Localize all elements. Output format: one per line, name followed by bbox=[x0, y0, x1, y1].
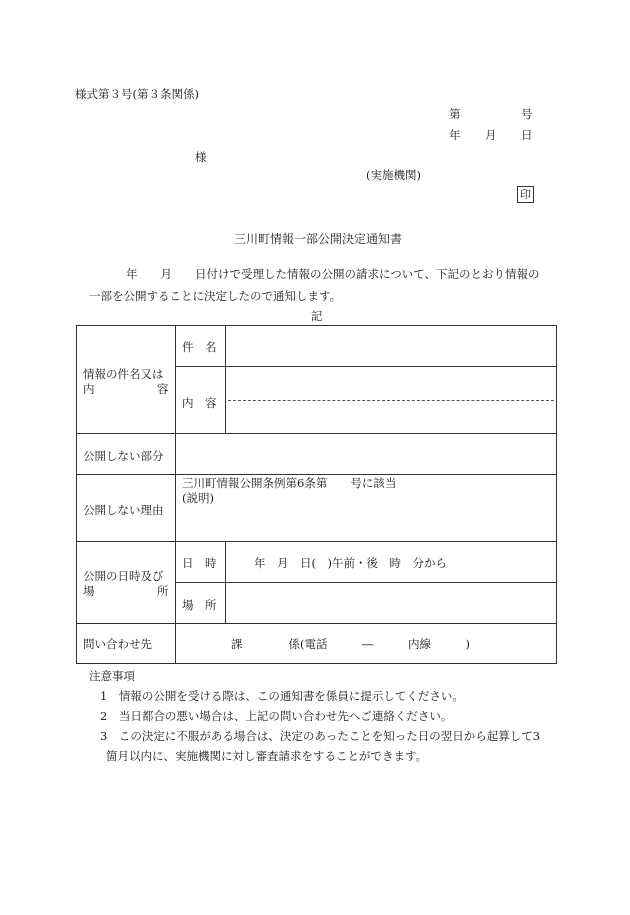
datetime-label-line-2b: 所 bbox=[157, 584, 169, 598]
body-line-1: 年 月 日付けで受理した情報の公開の請求について、下記のとおり情報の bbox=[126, 267, 540, 281]
table-column-divider bbox=[225, 325, 226, 434]
note-item-1: 1 情報の公開を受ける際は、この通知書を係員に提示してください。 bbox=[100, 689, 464, 703]
info-label-line-2b: 容 bbox=[157, 382, 169, 396]
datetime-label-line-2a: 場 bbox=[83, 584, 95, 598]
contact-label: 問い合わせ先 bbox=[83, 637, 152, 651]
content-label: 内 容 bbox=[182, 396, 217, 410]
reason-explanation: (説明) bbox=[182, 491, 214, 505]
document-title: 三川町情報一部公開決定通知書 bbox=[234, 232, 403, 246]
datetime-sub-label: 日 時 bbox=[182, 556, 217, 570]
place-sub-label: 場 所 bbox=[182, 598, 217, 612]
notes-heading: 注意事項 bbox=[89, 669, 135, 683]
datetime-label-line-1: 公開の日時及び bbox=[83, 569, 164, 583]
table-rule bbox=[76, 541, 557, 542]
table-rule bbox=[175, 366, 557, 367]
table-border-left bbox=[76, 325, 77, 664]
table-rule bbox=[76, 623, 557, 624]
nondisclosed-part-label: 公開しない部分 bbox=[83, 449, 164, 463]
date-year: 年 bbox=[449, 128, 461, 142]
table-column-divider bbox=[225, 541, 226, 624]
issuer-label: (実施機関) bbox=[366, 168, 421, 182]
note-item-3: 3 この決定に不服がある場合は、決定のあったことを知った日の翌日から起算して3 bbox=[100, 729, 541, 743]
table-border-bottom bbox=[76, 663, 557, 664]
table-rule bbox=[175, 582, 557, 583]
datetime-value: 年 月 日( )午前・後 時 分から bbox=[254, 556, 447, 570]
info-label-line-1: 情報の件名又は bbox=[83, 367, 164, 381]
date-month: 月 bbox=[485, 128, 497, 142]
addressee-suffix: 様 bbox=[195, 150, 207, 164]
doc-number-prefix: 第 bbox=[449, 107, 461, 121]
info-label-line-2a: 内 bbox=[83, 382, 95, 396]
ki-heading: 記 bbox=[311, 309, 323, 323]
date-day: 日 bbox=[521, 128, 533, 142]
table-border-right bbox=[556, 325, 557, 664]
content-dashed-line bbox=[228, 400, 554, 401]
contact-value: 課 係(電話 ― 内線 ) bbox=[231, 637, 470, 651]
table-column-divider bbox=[175, 325, 176, 664]
doc-number-suffix: 号 bbox=[521, 107, 533, 121]
reason-label: 公開しない理由 bbox=[83, 503, 164, 517]
form-number: 様式第３号(第３条関係) bbox=[75, 87, 199, 101]
note-item-2: 2 当日都合の悪い場合は、上記の問い合わせ先へご連絡ください。 bbox=[100, 709, 453, 723]
note-item-3-continued: 箇月以内に、実施機関に対し審査請求をすることができます。 bbox=[106, 749, 428, 763]
table-border-top bbox=[76, 325, 557, 326]
table-rule bbox=[76, 433, 557, 434]
subject-label: 件 名 bbox=[182, 340, 217, 354]
body-line-2: 一部を公開することに決定したので通知します。 bbox=[89, 289, 342, 303]
seal-mark: 印 bbox=[517, 186, 534, 203]
reason-text: 三川町情報公開条例第6条第 号に該当 bbox=[182, 476, 397, 490]
